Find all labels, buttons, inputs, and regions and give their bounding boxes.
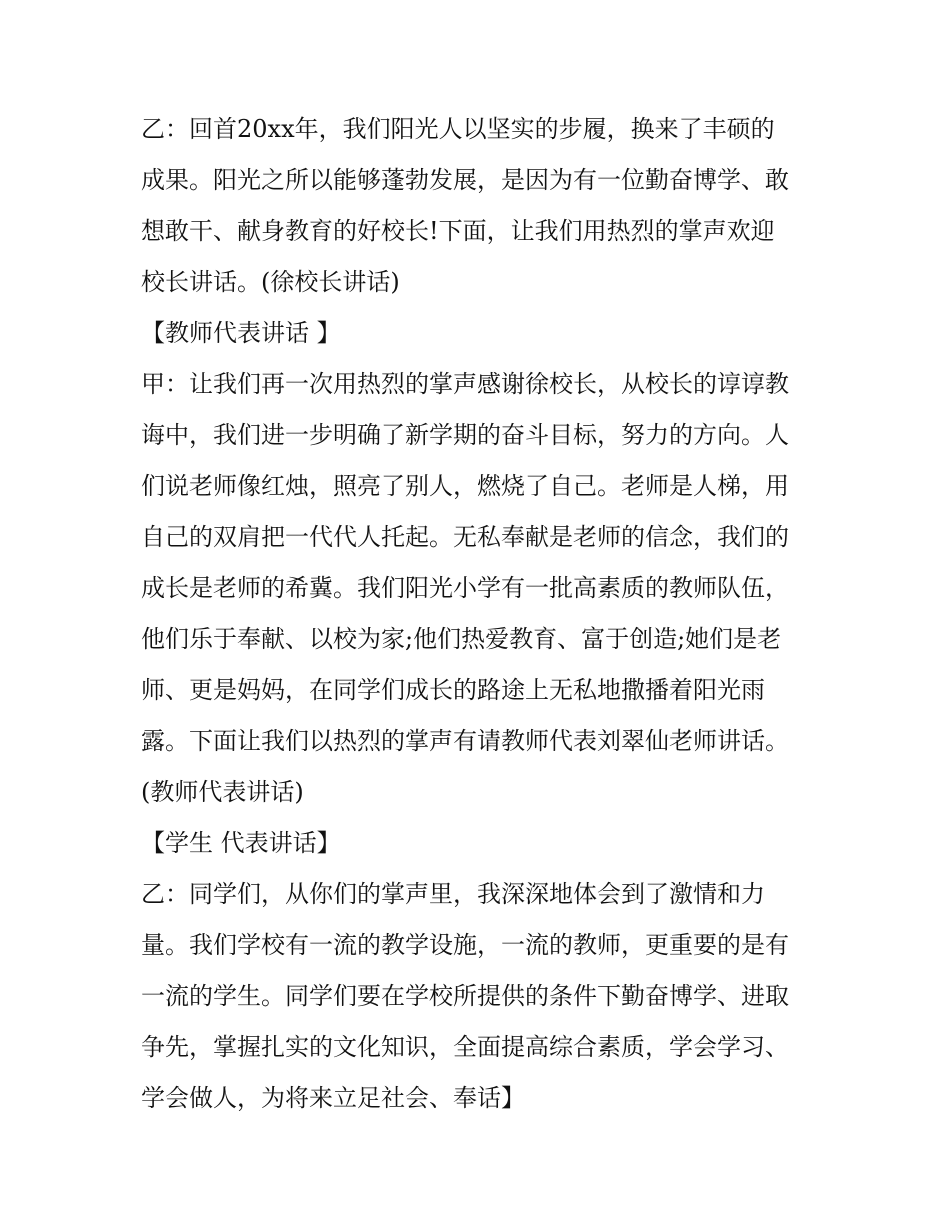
text-line: 学会做人，为将来立足社会、奉话】: [141, 1084, 525, 1112]
text-line: 校长讲话。(徐校长讲话): [141, 268, 400, 296]
text-line: 量。我们学校有一流的教学设施，一流的教师，更重要的是有: [141, 931, 789, 959]
text-line: 自己的双肩把一代代人托起。无私奉献是老师的信念，我们的: [141, 523, 789, 551]
text-line: 乙：回首20xx年，我们阳光人以坚实的步履，换来了丰硕的: [141, 115, 775, 143]
text-line: 甲：让我们再一次用热烈的掌声感谢徐校长，从校长的谆谆教: [141, 370, 789, 398]
section-heading-teacher: 【教师代表讲话 】: [141, 319, 341, 347]
text-line: (教师代表讲话): [141, 778, 304, 806]
text-line: 乙：同学们，从你们的掌声里，我深深地体会到了激情和力: [141, 880, 765, 908]
text-line: 他们乐于奉献、以校为家;他们热爱教育、富于创造;她们是老: [141, 625, 782, 653]
text-line: 争先，掌握扎实的文化知识，全面提高综合素质，学会学习、: [141, 1033, 789, 1061]
text-line: 露。下面让我们以热烈的掌声有请教师代表刘翠仙老师讲话。: [141, 727, 789, 755]
text-line: 成果。阳光之所以能够蓬勃发展，是因为有一位勤奋博学、敢: [141, 166, 789, 194]
text-line: 成长是老师的希冀。我们阳光小学有一批高素质的教师队伍，: [141, 574, 789, 602]
text-line: 诲中，我们进一步明确了新学期的奋斗目标，努力的方向。人: [141, 421, 789, 449]
text-line: 一流的学生。同学们要在学校所提供的条件下勤奋博学、进取: [141, 982, 789, 1010]
text-line: 师、更是妈妈，在同学们成长的路途上无私地撒播着阳光雨: [141, 676, 765, 704]
section-heading-student: 【学生 代表讲话】: [141, 829, 341, 857]
text-line: 想敢干、献身教育的好校长!下面，让我们用热烈的掌声欢迎: [141, 217, 775, 245]
document-body: [141, 104, 821, 1124]
text-line: 们说老师像红烛，照亮了别人，燃烧了自己。老师是人梯，用: [141, 472, 789, 500]
